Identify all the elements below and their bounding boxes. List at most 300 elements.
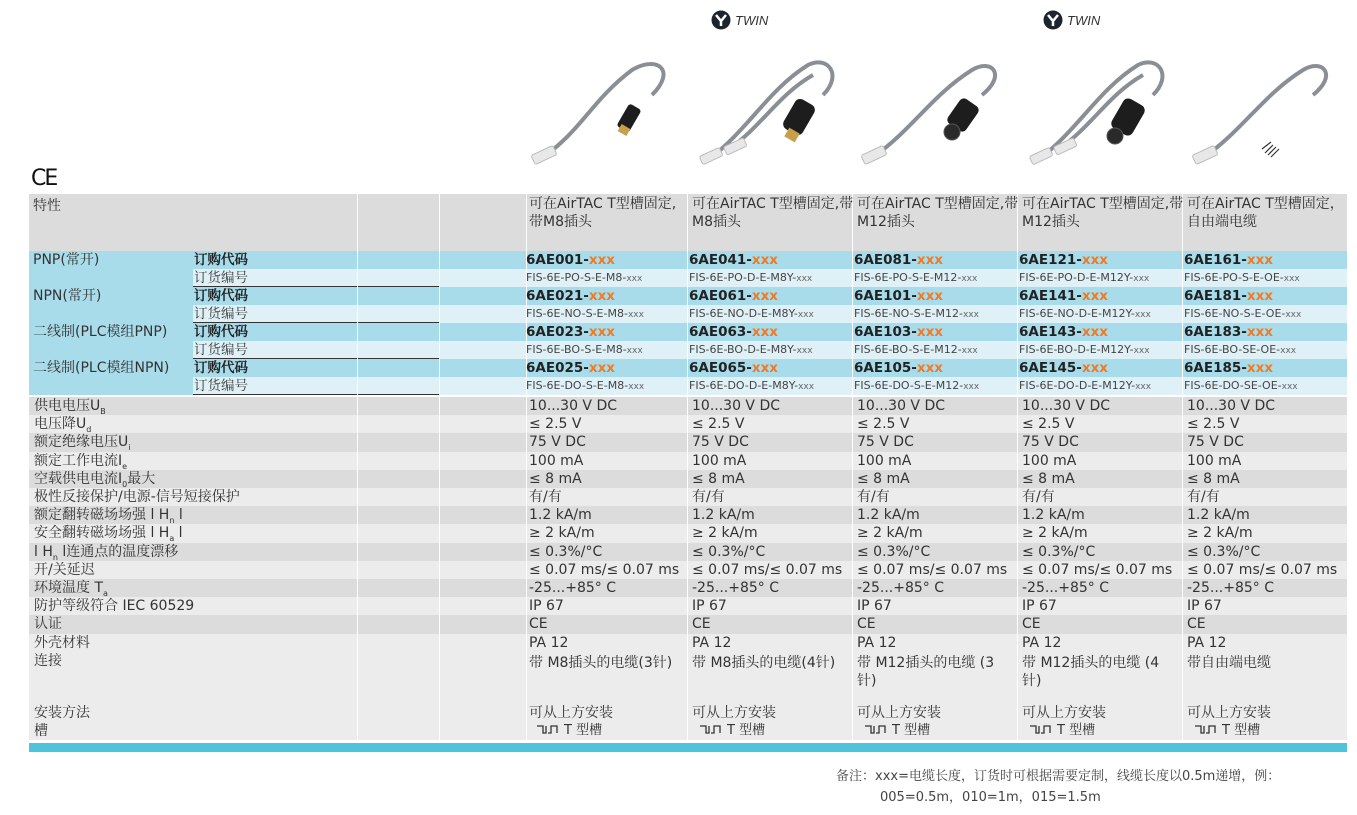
- column-divider: [1017, 251, 1018, 269]
- order-code: [526, 323, 686, 341]
- spec-value: IP 67: [857, 598, 892, 615]
- spec-value: ≤ 2.5 V: [857, 416, 910, 433]
- spec-value: ≥ 2 kA/m: [1022, 525, 1088, 542]
- spec-value: -25...+85° C: [1187, 580, 1274, 596]
- spec-name-text: 电压降U: [34, 416, 87, 433]
- column-divider: [439, 506, 440, 524]
- order-number-text: FIS-6E-NO-S-E-M8-: [526, 307, 628, 320]
- order-code-text: 6AE063-: [689, 324, 752, 340]
- column-divider: [439, 323, 440, 341]
- length-placeholder: xxx: [1281, 382, 1298, 392]
- column-divider: [439, 579, 440, 597]
- product-image-open-end: [1183, 50, 1333, 175]
- t-slot-icon: [1029, 723, 1051, 735]
- spec-value: CE: [692, 616, 711, 633]
- spec-value: ≥ 2 kA/m: [692, 525, 758, 542]
- spec-row: [29, 452, 1347, 470]
- spec-value: ≤ 0.3%/°C: [1022, 543, 1096, 560]
- spec-name: [29, 397, 362, 415]
- spec-row: [29, 543, 1347, 561]
- spec-suffix: l: [174, 525, 183, 542]
- spec-subscript: e: [122, 461, 128, 470]
- spec-value: 有/有: [692, 489, 725, 505]
- spec-subscript: 0: [122, 479, 128, 488]
- length-placeholder: xxx: [1081, 324, 1108, 340]
- order-code-row: [29, 323, 1347, 341]
- spec-name: [29, 524, 362, 542]
- spec-value: PA 12: [1022, 634, 1062, 651]
- column-divider: [1182, 269, 1183, 287]
- spec-name-text: 安全翻转磁场场强 l H: [34, 525, 170, 542]
- spec-row: [29, 579, 1347, 597]
- order-number: [1184, 341, 1347, 359]
- length-placeholder: xxx: [963, 382, 980, 392]
- order-code: [854, 287, 1017, 305]
- length-placeholder: xxx: [628, 382, 645, 392]
- spec-value: PA 12: [692, 634, 732, 651]
- length-placeholder: xxx: [751, 324, 778, 340]
- spec-value: 100 mA: [1022, 452, 1077, 469]
- twin-logo-1: [711, 10, 768, 30]
- column-divider: [1182, 359, 1183, 377]
- spec-name: [29, 488, 362, 506]
- product-image-m12-single: [852, 50, 1002, 175]
- order-code: [1184, 323, 1347, 341]
- length-placeholder: xxx: [1246, 324, 1273, 340]
- ce-mark: CE: [31, 166, 57, 191]
- spec-row: [29, 488, 1347, 506]
- spec-value: ≤ 2.5 V: [1022, 416, 1075, 433]
- spec-subscript: d: [86, 424, 92, 434]
- order-code-label: 订购代码: [194, 288, 248, 304]
- order-code-text: 6AE041-: [689, 252, 752, 268]
- spec-value: 1.2 kA/m: [1022, 507, 1085, 524]
- spec-value: ≤ 8 mA: [529, 470, 582, 487]
- slot-value-text: T 型槽: [564, 722, 603, 738]
- order-code: [526, 359, 686, 377]
- order-number: [1184, 305, 1347, 323]
- column-divider: [1017, 359, 1018, 377]
- spec-value: 10...30 V DC: [529, 398, 618, 414]
- column-divider: [439, 305, 440, 323]
- column-divider: [439, 597, 440, 615]
- spec-name: [29, 561, 362, 579]
- length-placeholder: xxx: [916, 324, 943, 340]
- header-column-3: 可在AirTAC T型槽固定,带M12插头: [857, 196, 1019, 230]
- column-divider: [687, 359, 688, 377]
- mounting-label: 安装方法: [34, 704, 90, 721]
- column-divider: [687, 323, 688, 341]
- column-divider: [439, 615, 440, 633]
- length-placeholder: xxx: [1081, 252, 1108, 268]
- order-code-text: 6AE141-: [1019, 288, 1082, 304]
- column-divider: [357, 287, 358, 305]
- spec-name: [29, 634, 362, 652]
- header-column-1: 可在AirTAC T型槽固定,带M8插头: [529, 196, 677, 230]
- spec-value: ≤ 0.07 ms/≤ 0.07 ms: [1022, 561, 1173, 578]
- spec-value: 有/有: [1187, 489, 1220, 505]
- order-number-text: FIS-6E-PO-S-E-M12-: [854, 271, 962, 284]
- column-divider: [852, 305, 853, 323]
- order-number: [689, 341, 852, 359]
- order-code-text: 6AE025-: [526, 360, 589, 376]
- spec-name-text: 供电电压U: [34, 398, 101, 414]
- length-placeholder: xxx: [1133, 274, 1150, 284]
- spec-subscript: a: [169, 534, 175, 543]
- spec-value: IP 67: [1187, 598, 1222, 615]
- order-number-label: 订货编号: [194, 342, 248, 358]
- order-number-row: [29, 341, 1347, 359]
- spec-value: 75 V DC: [857, 434, 914, 451]
- length-placeholder: xxx: [1246, 360, 1273, 376]
- order-number: [1184, 377, 1347, 395]
- spec-subscript: i: [128, 443, 131, 452]
- column-divider: [852, 323, 853, 341]
- footnote-line-1: 备注：xxx=电缆长度，订货时可根据需要定制，线缆长度以0.5m递增，例：: [836, 769, 1281, 784]
- length-placeholder: xxx: [1246, 252, 1273, 268]
- spec-suffix: l连通点的温度漂移: [57, 543, 179, 560]
- spec-value: 10...30 V DC: [857, 398, 946, 414]
- spec-row: [29, 415, 1347, 433]
- spec-value: ≤ 2.5 V: [529, 416, 582, 433]
- column-divider: [1017, 377, 1018, 395]
- column-divider: [439, 634, 440, 652]
- length-placeholder: xxx: [1280, 346, 1297, 356]
- column-divider: [1017, 287, 1018, 305]
- order-code-label: 订购代码: [194, 252, 248, 268]
- length-placeholder: xxx: [1246, 288, 1273, 304]
- spec-value: 75 V DC: [1187, 434, 1244, 451]
- spec-value: 有/有: [1022, 489, 1055, 505]
- spec-value: 1.2 kA/m: [857, 507, 920, 524]
- spec-value: ≤ 0.3%/°C: [1187, 543, 1261, 560]
- order-number-text: FIS-6E-BO-S-E-M8-: [526, 343, 627, 356]
- order-number-row: [29, 305, 1347, 323]
- length-placeholder: xxx: [961, 346, 978, 356]
- order-code: [854, 359, 1017, 377]
- spec-row: [29, 597, 1347, 615]
- order-number: [689, 269, 852, 287]
- feature-label: 特性: [33, 198, 61, 214]
- order-number-text: FIS-6E-BO-D-E-M12Y-: [1019, 343, 1134, 356]
- spec-row: [29, 524, 1347, 542]
- column-divider: [852, 377, 853, 395]
- spec-value: 75 V DC: [529, 434, 586, 451]
- spec-value: IP 67: [692, 598, 727, 615]
- order-number-text: FIS-6E-NO-D-E-M12Y-: [1019, 307, 1135, 320]
- spec-value: PA 12: [529, 634, 569, 651]
- slot-value-text: T 型槽: [1057, 722, 1096, 738]
- twin-y-icon: [711, 10, 731, 30]
- column-divider: [439, 452, 440, 470]
- column-divider: [687, 251, 688, 269]
- spec-value: IP 67: [529, 598, 564, 615]
- column-divider: [357, 359, 358, 377]
- group-name: 二线制(PLC模组PNP): [29, 323, 193, 359]
- length-placeholder: xxx: [751, 252, 778, 268]
- spec-value: ≤ 0.07 ms/≤ 0.07 ms: [529, 561, 680, 578]
- length-placeholder: xxx: [1081, 360, 1108, 376]
- order-code: [1019, 359, 1182, 377]
- column-divider: [1017, 652, 1018, 704]
- length-placeholder: xxx: [797, 310, 814, 320]
- mounting-row: [29, 704, 1347, 722]
- group-name: PNP(常开): [29, 251, 193, 287]
- order-number-label: 订货编号: [194, 306, 248, 322]
- column-divider: [439, 251, 440, 269]
- column-divider: [852, 359, 853, 377]
- length-placeholder: xxx: [588, 252, 615, 268]
- order-number: [689, 377, 852, 395]
- spec-name-text: 开/关延迟: [34, 561, 95, 578]
- group-name: 二线制(PLC模组NPN): [29, 359, 193, 395]
- length-placeholder: xxx: [627, 310, 644, 320]
- spec-name-text: 额定绝缘电压U: [34, 434, 129, 451]
- column-divider: [687, 377, 688, 395]
- spec-name-text: 极性反接保护/电源-信号短接保护: [34, 489, 240, 505]
- order-code-text: 6AE121-: [1019, 252, 1082, 268]
- column-divider: [687, 305, 688, 323]
- spec-value: ≥ 2 kA/m: [857, 525, 923, 542]
- slot-value: [1019, 722, 1192, 740]
- length-placeholder: xxx: [1134, 310, 1151, 320]
- spec-name: [29, 579, 362, 597]
- order-code-text: 6AE161-: [1184, 252, 1247, 268]
- connection-row: [29, 652, 1347, 704]
- spec-value: ≤ 0.3%/°C: [529, 543, 603, 560]
- spec-name-text: 外壳材料: [34, 634, 90, 651]
- mounting-value: 可从上方安装: [692, 704, 776, 721]
- twin-label: TWIN: [1067, 12, 1101, 28]
- order-number-text: FIS-6E-DO-S-E-M12-: [854, 379, 964, 392]
- length-placeholder: xxx: [916, 360, 943, 376]
- spec-value: ≤ 0.07 ms/≤ 0.07 ms: [857, 561, 1008, 578]
- column-divider: [1182, 251, 1183, 269]
- spec-value: 1.2 kA/m: [529, 507, 592, 524]
- spec-suffix: 最大: [127, 470, 156, 487]
- column-divider: [1017, 323, 1018, 341]
- spec-value: CE: [1022, 616, 1041, 633]
- order-number-text: FIS-6E-NO-S-E-M12-: [854, 307, 963, 320]
- order-code-text: 6AE185-: [1184, 360, 1247, 376]
- spec-value: CE: [1187, 616, 1206, 633]
- order-number-text: FIS-6E-BO-S-E-M12-: [854, 343, 962, 356]
- length-placeholder: xxx: [796, 274, 813, 284]
- column-divider: [1182, 305, 1183, 323]
- column-divider: [439, 359, 440, 377]
- length-placeholder: xxx: [798, 382, 815, 392]
- order-number-text: FIS-6E-PO-S-E-M8-: [526, 271, 627, 284]
- order-number: [526, 305, 686, 323]
- column-divider: [1182, 323, 1183, 341]
- column-divider: [852, 251, 853, 269]
- spec-value: -25...+85° C: [857, 580, 944, 596]
- slot-value-text: T 型槽: [1222, 722, 1261, 738]
- length-placeholder: xxx: [626, 346, 643, 356]
- connection-value: 带 M8插头的电缆(4针): [692, 654, 836, 671]
- order-code-text: 6AE065-: [689, 360, 752, 376]
- t-slot-icon: [864, 723, 886, 735]
- column-divider: [687, 287, 688, 305]
- connection-value: 带 M12插头的电缆 (3针): [857, 654, 995, 689]
- spec-row: [29, 470, 1347, 488]
- order-number: [689, 305, 852, 323]
- order-code-row: [29, 359, 1347, 377]
- column-divider: [439, 470, 440, 488]
- spec-subscript: n: [169, 515, 175, 525]
- column-divider: [1182, 341, 1183, 359]
- spec-name-text: 认证: [34, 616, 62, 633]
- product-image-m8-twin: [688, 50, 838, 175]
- product-image-m12-twin: [1018, 50, 1168, 175]
- order-number-text: FIS-6E-NO-D-E-M8Y-: [689, 307, 798, 320]
- column-divider: [852, 652, 853, 704]
- spec-value: 10...30 V DC: [1187, 398, 1276, 414]
- spec-name: [29, 597, 362, 615]
- order-number: [854, 377, 1017, 395]
- column-divider: [439, 341, 440, 359]
- order-code: [1019, 323, 1182, 341]
- column-divider: [1017, 341, 1018, 359]
- header-column-5: 可在AirTAC T型槽固定，自由端电缆: [1187, 196, 1344, 230]
- column-divider: [1182, 652, 1183, 704]
- order-code-text: 6AE001-: [526, 252, 589, 268]
- order-number: [1019, 377, 1182, 395]
- spec-name-text: 空载供电电流I: [34, 470, 123, 487]
- column-divider: [439, 377, 440, 395]
- spec-value: ≥ 2 kA/m: [529, 525, 595, 542]
- order-number-text: FIS-6E-DO-SE-OE-: [1184, 379, 1282, 392]
- slot-label: 槽: [34, 722, 48, 739]
- order-number-text: FIS-6E-DO-D-E-M8Y-: [689, 379, 799, 392]
- header-row: [29, 194, 1347, 251]
- length-placeholder: xxx: [961, 274, 978, 284]
- length-placeholder: xxx: [626, 274, 643, 284]
- length-placeholder: xxx: [1285, 310, 1302, 320]
- order-code: [1019, 287, 1182, 305]
- mounting-value: 可从上方安装: [529, 704, 613, 721]
- slot-value: [1184, 722, 1357, 740]
- spec-name: [29, 506, 362, 524]
- spec-suffix: l: [174, 507, 183, 524]
- column-divider: [357, 269, 358, 287]
- length-placeholder: xxx: [796, 346, 813, 356]
- spec-value: PA 12: [857, 634, 897, 651]
- spec-row: [29, 615, 1347, 633]
- order-code-text: 6AE143-: [1019, 324, 1082, 340]
- order-code: [1019, 251, 1182, 269]
- spec-value: 100 mA: [692, 452, 747, 469]
- order-code: [689, 251, 852, 269]
- order-code: [1184, 251, 1347, 269]
- length-placeholder: xxx: [962, 310, 979, 320]
- spec-value: 100 mA: [857, 452, 912, 469]
- table-bottom-bar: [29, 743, 1347, 752]
- spec-value: 100 mA: [1187, 452, 1242, 469]
- length-placeholder: xxx: [916, 288, 943, 304]
- order-number-text: FIS-6E-NO-S-E-OE-: [1184, 307, 1286, 320]
- column-divider: [439, 397, 440, 415]
- spec-subscript: a: [103, 588, 108, 598]
- column-divider: [687, 341, 688, 359]
- order-number: [526, 341, 686, 359]
- column-divider: [852, 287, 853, 305]
- spec-value: ≤ 0.07 ms/≤ 0.07 ms: [1187, 561, 1338, 578]
- length-placeholder: xxx: [588, 324, 615, 340]
- spec-value: ≤ 8 mA: [692, 470, 745, 487]
- spec-name-text: 额定翻转磁场场强 l H: [34, 507, 170, 524]
- order-code: [526, 251, 686, 269]
- product-image-m8-single: [522, 50, 672, 175]
- column-divider: [439, 704, 440, 722]
- order-number: [854, 269, 1017, 287]
- slot-row: [29, 722, 1347, 740]
- spec-value: 10...30 V DC: [692, 398, 781, 414]
- order-code-row: [29, 251, 1347, 269]
- connection-value: 带 M8插头的电缆(3针): [529, 654, 673, 671]
- spec-value: 1.2 kA/m: [1187, 507, 1250, 524]
- order-number-row: [29, 269, 1347, 287]
- spec-value: ≥ 2 kA/m: [1187, 525, 1253, 542]
- order-code: [1184, 359, 1347, 377]
- order-code: [1184, 287, 1347, 305]
- column-divider: [439, 524, 440, 542]
- length-placeholder: xxx: [916, 252, 943, 268]
- slot-value-text: T 型槽: [727, 722, 766, 738]
- spec-value: ≤ 2.5 V: [1187, 416, 1240, 433]
- order-code-label: 订购代码: [194, 360, 248, 376]
- spec-value: PA 12: [1187, 634, 1227, 651]
- order-code: [689, 287, 852, 305]
- order-code-text: 6AE145-: [1019, 360, 1082, 376]
- header-column-4: 可在AirTAC T型槽固定,带M12插头: [1022, 196, 1184, 230]
- order-number-text: FIS-6E-PO-S-E-OE-: [1184, 271, 1284, 284]
- length-placeholder: xxx: [588, 288, 615, 304]
- spec-name: [29, 615, 362, 633]
- footnote-line-2: 005=0.5m，010=1m，015=1.5m: [880, 790, 1101, 805]
- column-divider: [439, 194, 440, 251]
- length-placeholder: xxx: [588, 360, 615, 376]
- length-placeholder: xxx: [1135, 382, 1152, 392]
- connection-label: 连接: [34, 652, 62, 669]
- spec-name: [29, 543, 362, 561]
- spec-value: CE: [529, 616, 548, 633]
- spec-row: [29, 506, 1347, 524]
- order-number: [1184, 269, 1347, 287]
- column-divider: [357, 305, 358, 323]
- slot-value: [854, 722, 1027, 740]
- slot-value: [526, 722, 696, 740]
- order-number-text: FIS-6E-PO-D-E-M12Y-: [1019, 271, 1134, 284]
- order-code-text: 6AE103-: [854, 324, 917, 340]
- order-number: [1019, 305, 1182, 323]
- column-divider: [439, 415, 440, 433]
- twin-label: TWIN: [735, 12, 769, 28]
- order-code: [854, 323, 1017, 341]
- spec-value: -25...+85° C: [529, 580, 616, 596]
- column-divider: [852, 269, 853, 287]
- length-placeholder: xxx: [1283, 274, 1300, 284]
- spec-value: IP 67: [1022, 598, 1057, 615]
- order-number-text: FIS-6E-DO-S-E-M8-: [526, 379, 629, 392]
- slot-value: [689, 722, 862, 740]
- spec-value: ≤ 0.3%/°C: [692, 543, 766, 560]
- mounting-value: 可从上方安装: [1022, 704, 1106, 721]
- slot-value-text: T 型槽: [892, 722, 931, 738]
- spec-subscript: B: [100, 406, 106, 416]
- order-number-text: FIS-6E-BO-D-E-M8Y-: [689, 343, 797, 356]
- column-divider: [439, 488, 440, 506]
